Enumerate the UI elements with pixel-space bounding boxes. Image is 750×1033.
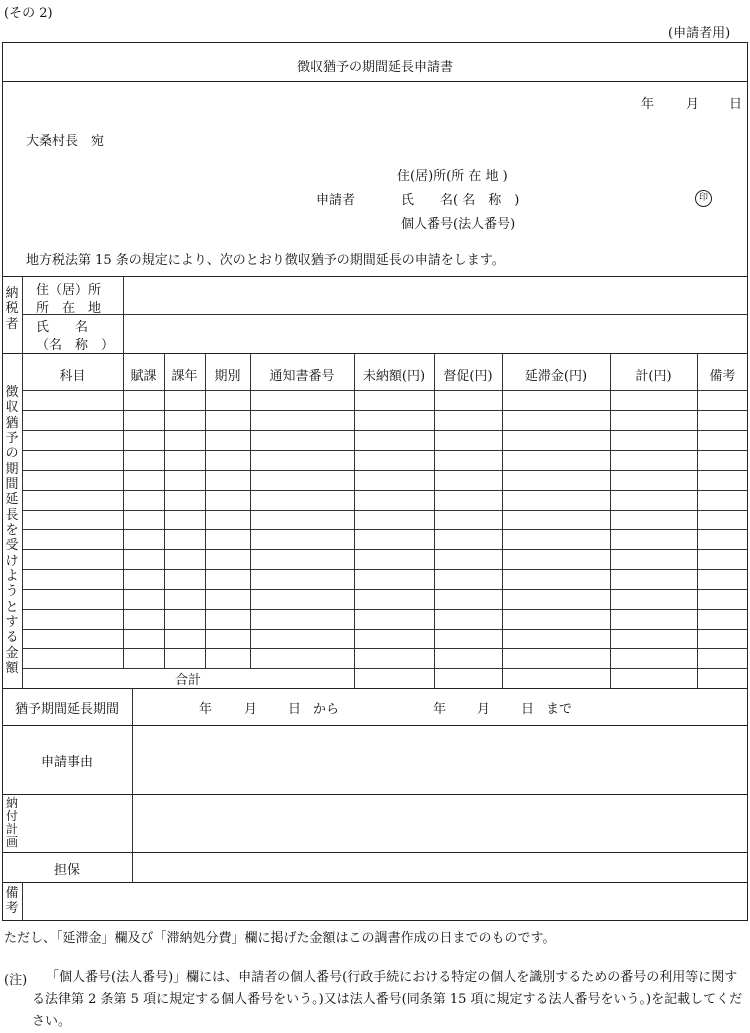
date-month-label: 月 [686, 97, 700, 112]
period-to-suffix: まで [546, 702, 573, 717]
form-frame [2, 42, 748, 921]
form-title: 徴収猶予の期間延長申請書 [296, 60, 453, 75]
col-header-dunning: 督促(円) [443, 369, 493, 384]
period-from-day: 日 [288, 702, 302, 717]
amount-col-separator [502, 353, 503, 688]
amount-row-line [22, 648, 748, 649]
taxpayer-address-line2: 所 在 地 [36, 301, 102, 316]
col-header-period: 期別 [214, 369, 241, 384]
note-text: 「個人番号(法人番号)」欄には、申請者の個人番号(行政手続における特定の個人を識別するための番号の利用等に関する法律第 2 条第 5 項に規定する個人番号をいう。)又は法人番号(同条第 15 項に規定する法人番号をいう。)を記載してください。 [32, 970, 743, 1029]
col-header-assessment: 賦課 [130, 369, 157, 384]
copy-label: (申請者用) [668, 26, 731, 41]
application-statement: 地方税法第 15 条の規定により、次のとおり徴収猶予の期間延長の申請をします。 [26, 253, 505, 268]
reason-label: 申請事由 [40, 755, 93, 770]
title-divider [2, 81, 748, 82]
amount-row-line [22, 529, 748, 530]
amount-row-line [22, 629, 748, 630]
taxpayer-name-line1: 氏 名 [36, 320, 89, 335]
amount-col-separator [610, 353, 611, 688]
applicant-role: 申請者 [316, 193, 356, 208]
amount-col-separator [22, 353, 23, 688]
taxpayer-address-line1: 住（居）所 [36, 283, 102, 298]
taxpayer-section-label: 納税者 [5, 286, 19, 332]
note-mark: (注) [4, 973, 28, 988]
period-from-month: 月 [244, 702, 258, 717]
addressee: 大桑村長 宛 [26, 134, 105, 149]
applicant-address-label: 住(居)所(所 在 地 ) [397, 169, 508, 184]
applicant-name-label: 氏 名( 名 称 ) [401, 193, 520, 208]
date-year-label: 年 [641, 97, 655, 112]
period-to-month: 月 [477, 702, 491, 717]
col-header-late-fee: 延滞金(円) [524, 369, 588, 384]
payment-plan-label: 納付計画 [5, 796, 18, 849]
amount-row-line [22, 450, 748, 451]
taxpayer-mid-line [22, 314, 748, 315]
period-from-suffix: から [313, 702, 340, 717]
remarks-top-line [2, 882, 748, 883]
seal-mark: 印 [695, 190, 712, 207]
collateral-top-line [2, 852, 748, 853]
col-header-unpaid: 未納額(円) [362, 369, 426, 384]
amount-section-label: 徴収猶予の期間延長を受けようとする金額 [5, 385, 19, 676]
taxpayer-top-line [2, 276, 748, 277]
amount-row-line [22, 569, 748, 570]
period-label: 猶予期間延長期間 [14, 702, 119, 717]
period-to-year: 年 [433, 702, 447, 717]
amount-row-line [22, 609, 748, 610]
col-header-remarks: 備考 [709, 369, 736, 384]
col-header-total: 計(円) [635, 369, 672, 384]
col-header-subject: 科目 [59, 369, 86, 384]
amount-row-line [22, 390, 748, 391]
remarks-label-divider [22, 882, 23, 921]
amount-row-line [22, 470, 748, 471]
taxpayer-name-line2: （名 称 ） [36, 338, 115, 353]
amount-row-line [22, 490, 748, 491]
amount-table-top-line [2, 353, 748, 354]
amount-col-separator [434, 353, 435, 688]
period-top-line [2, 688, 748, 689]
col-header-notice-number: 通知書番号 [269, 369, 335, 384]
total-row-label: 合計 [174, 673, 201, 688]
period-from-year: 年 [199, 702, 213, 717]
collateral-label: 担保 [53, 863, 80, 878]
remarks-label: 備考 [5, 886, 19, 917]
amount-row-line [22, 410, 748, 411]
reason-top-line [2, 725, 748, 726]
period-to-day: 日 [521, 702, 535, 717]
amount-row-line [22, 430, 748, 431]
amount-row-line [22, 510, 748, 511]
date-day-label: 日 [729, 97, 743, 112]
applicant-number-label: 個人番号(法人番号) [401, 217, 516, 232]
sheet-label: (その 2) [4, 6, 53, 21]
proviso-text: ただし、「延滞金」欄及び「滞納処分費」欄に掲げた金額はこの調書作成の日までのものです。 [4, 931, 556, 946]
col-header-tax-year: 課年 [171, 369, 198, 384]
amount-row-line [22, 589, 748, 590]
amount-col-separator [697, 353, 698, 688]
amount-row-line [22, 549, 748, 550]
amount-col-separator [354, 353, 355, 688]
payment-plan-top-line [2, 794, 748, 795]
